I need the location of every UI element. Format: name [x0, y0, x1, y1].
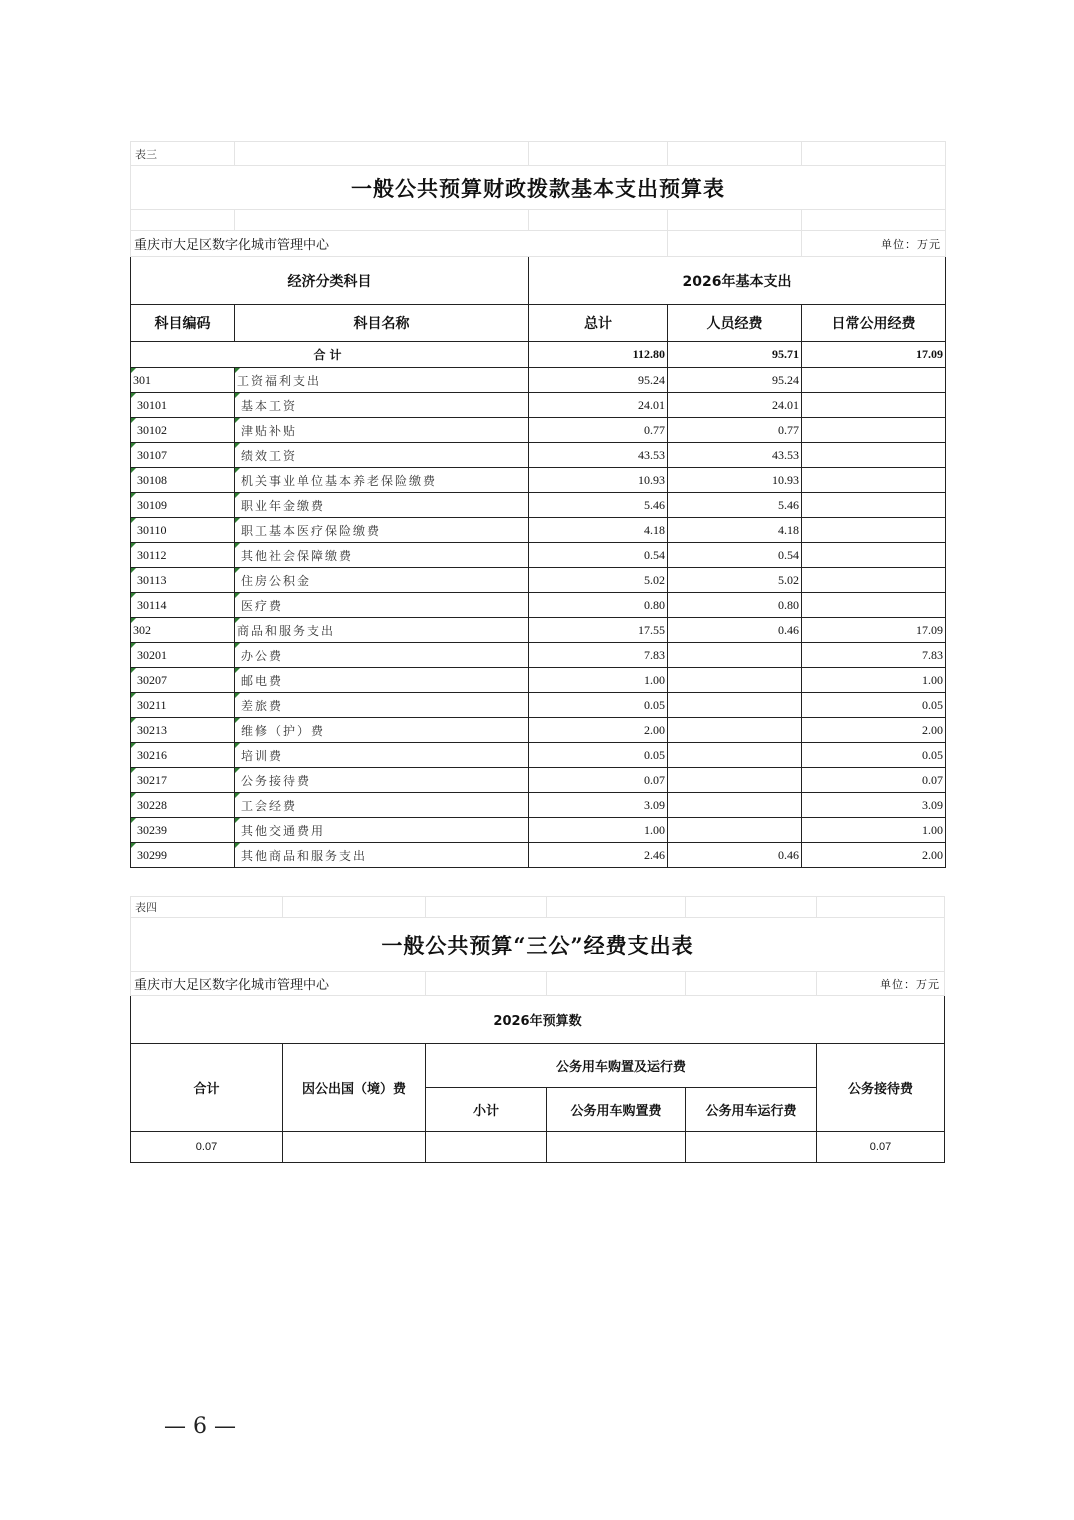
row-name: 绩效工资: [235, 443, 529, 468]
row-personnel: 95.24: [668, 368, 802, 393]
row-daily: [802, 518, 946, 543]
row-personnel: 0.77: [668, 418, 802, 443]
total-personnel: 95.71: [668, 342, 802, 368]
row-code: 30109: [131, 493, 235, 518]
header-total: 总计: [529, 305, 668, 342]
row-daily: 1.00: [802, 668, 946, 693]
row-code: 30213: [131, 718, 235, 743]
row-code: 302: [131, 618, 235, 643]
table-row: [131, 468, 946, 493]
row-daily: [802, 468, 946, 493]
row-daily: [802, 368, 946, 393]
row-code: 30216: [131, 743, 235, 768]
row-personnel: [668, 793, 802, 818]
row-name: 办公费: [235, 643, 529, 668]
row-personnel: [668, 668, 802, 693]
row-name: 基本工资: [235, 393, 529, 418]
row-name: 其他商品和服务支出: [235, 843, 529, 868]
table-row: [131, 393, 946, 418]
row-total: 0.05: [529, 693, 668, 718]
row-name: 差旅费: [235, 693, 529, 718]
page-number: — 6 —: [164, 1414, 236, 1439]
row-daily: 7.83: [802, 643, 946, 668]
table-row: [131, 743, 946, 768]
table3-tag: 表三: [131, 142, 235, 166]
row-total: 2.00: [529, 718, 668, 743]
row-total: 24.01: [529, 393, 668, 418]
header-operation: 公务用车运行费: [686, 1088, 817, 1132]
row-personnel: [668, 818, 802, 843]
table3-unit: 单位：万元: [802, 231, 946, 257]
row-total: 95.24: [529, 368, 668, 393]
table3-title: 一般公共预算财政拨款基本支出预算表: [131, 166, 946, 210]
row-total: 1.00: [529, 668, 668, 693]
row-total: 3.09: [529, 793, 668, 818]
header-econ-category: 经济分类科目: [131, 257, 529, 305]
t4-purchase-value: [547, 1132, 686, 1163]
table-row: [131, 643, 946, 668]
table-row: [131, 843, 946, 868]
table-row: [131, 568, 946, 593]
row-daily: 2.00: [802, 843, 946, 868]
row-personnel: [668, 693, 802, 718]
table-row: [131, 493, 946, 518]
row-code: 30102: [131, 418, 235, 443]
row-code: 30114: [131, 593, 235, 618]
row-total: 0.54: [529, 543, 668, 568]
row-code: 30211: [131, 693, 235, 718]
row-name: 职工基本医疗保险缴费: [235, 518, 529, 543]
row-code: 30207: [131, 668, 235, 693]
row-code: 30299: [131, 843, 235, 868]
row-daily: [802, 443, 946, 468]
table-row: [131, 693, 946, 718]
row-personnel: [668, 768, 802, 793]
row-code: 30110: [131, 518, 235, 543]
row-personnel: [668, 743, 802, 768]
row-total: 17.55: [529, 618, 668, 643]
row-total: 4.18: [529, 518, 668, 543]
table-row: [131, 543, 946, 568]
row-personnel: 4.18: [668, 518, 802, 543]
t4-operation-value: [686, 1132, 817, 1163]
row-personnel: 43.53: [668, 443, 802, 468]
header-code: 科目编码: [131, 305, 235, 342]
row-name: 医疗费: [235, 593, 529, 618]
table-row: [131, 593, 946, 618]
row-daily: 0.07: [802, 768, 946, 793]
t4-total-value: 0.07: [131, 1132, 283, 1163]
row-daily: [802, 593, 946, 618]
t4-subtotal-value: [426, 1132, 547, 1163]
table-row: [131, 443, 946, 468]
row-code: 30107: [131, 443, 235, 468]
table-row: [131, 418, 946, 443]
row-daily: [802, 568, 946, 593]
row-daily: 0.05: [802, 743, 946, 768]
row-name: 其他社会保障缴费: [235, 543, 529, 568]
table3-org: 重庆市大足区数字化城市管理中心: [131, 231, 668, 257]
t4-data-row: [131, 1132, 945, 1163]
table-row: [131, 793, 946, 818]
header-vehicle: 公务用车购置及运行费: [426, 1044, 817, 1088]
total-daily: 17.09: [802, 342, 946, 368]
table-row: [131, 618, 946, 643]
row-code: 30108: [131, 468, 235, 493]
row-daily: 1.00: [802, 818, 946, 843]
row-name: 住房公积金: [235, 568, 529, 593]
row-personnel: 0.80: [668, 593, 802, 618]
header-reception: 公务接待费: [817, 1044, 945, 1132]
row-code: 30217: [131, 768, 235, 793]
row-daily: [802, 393, 946, 418]
row-personnel: 24.01: [668, 393, 802, 418]
row-daily: [802, 493, 946, 518]
row-code: 30239: [131, 818, 235, 843]
row-daily: 0.05: [802, 693, 946, 718]
row-daily: [802, 418, 946, 443]
total-row: [131, 342, 946, 368]
row-code: 30101: [131, 393, 235, 418]
row-name: 工资福利支出: [235, 368, 529, 393]
row-code: 30201: [131, 643, 235, 668]
table-row: [131, 368, 946, 393]
table3: [130, 141, 946, 868]
row-total: 5.02: [529, 568, 668, 593]
row-daily: 3.09: [802, 793, 946, 818]
header-abroad: 因公出国（境）费: [283, 1044, 426, 1132]
row-name: 工会经费: [235, 793, 529, 818]
row-code: 301: [131, 368, 235, 393]
row-name: 培训费: [235, 743, 529, 768]
row-name: 职业年金缴费: [235, 493, 529, 518]
table4-org: 重庆市大足区数字化城市管理中心: [131, 972, 426, 996]
row-personnel: 10.93: [668, 468, 802, 493]
row-name: 邮电费: [235, 668, 529, 693]
table-row: [131, 768, 946, 793]
header-t4-total: 合计: [131, 1044, 283, 1132]
row-total: 10.93: [529, 468, 668, 493]
row-total: 7.83: [529, 643, 668, 668]
header-daily: 日常公用经费: [802, 305, 946, 342]
row-total: 2.46: [529, 843, 668, 868]
row-personnel: 5.02: [668, 568, 802, 593]
row-name: 商品和服务支出: [235, 618, 529, 643]
row-total: 0.07: [529, 768, 668, 793]
table-row: [131, 518, 946, 543]
row-code: 30113: [131, 568, 235, 593]
row-personnel: 0.54: [668, 543, 802, 568]
row-total: 0.77: [529, 418, 668, 443]
row-personnel: 0.46: [668, 618, 802, 643]
table4-tag: 表四: [131, 897, 283, 918]
table-row: [131, 818, 946, 843]
t4-abroad-value: [283, 1132, 426, 1163]
row-total: 0.80: [529, 593, 668, 618]
row-code: 30228: [131, 793, 235, 818]
total-value: 112.80: [529, 342, 668, 368]
row-name: 其他交通费用: [235, 818, 529, 843]
row-personnel: 5.46: [668, 493, 802, 518]
row-name: 维修（护）费: [235, 718, 529, 743]
header-personnel: 人员经费: [668, 305, 802, 342]
total-label: 合计: [131, 342, 529, 368]
row-personnel: [668, 643, 802, 668]
row-total: 5.46: [529, 493, 668, 518]
table-row: [131, 718, 946, 743]
row-daily: 17.09: [802, 618, 946, 643]
row-name: 公务接待费: [235, 768, 529, 793]
row-name: 机关事业单位基本养老保险缴费: [235, 468, 529, 493]
row-daily: 2.00: [802, 718, 946, 743]
header-2026-budget: 2026年预算数: [131, 996, 945, 1044]
row-code: 30112: [131, 543, 235, 568]
header-subtotal: 小计: [426, 1088, 547, 1132]
row-total: 1.00: [529, 818, 668, 843]
row-daily: [802, 543, 946, 568]
t4-reception-value: 0.07: [817, 1132, 945, 1163]
row-personnel: [668, 718, 802, 743]
row-name: 津贴补贴: [235, 418, 529, 443]
table4-title: 一般公共预算“三公”经费支出表: [131, 918, 945, 972]
row-personnel: 0.46: [668, 843, 802, 868]
row-total: 0.05: [529, 743, 668, 768]
row-total: 43.53: [529, 443, 668, 468]
header-purchase: 公务用车购置费: [547, 1088, 686, 1132]
table4-unit: 单位：万元: [817, 972, 945, 996]
header-name: 科目名称: [235, 305, 529, 342]
table-row: [131, 668, 946, 693]
header-2026-basic: 2026年基本支出: [529, 257, 946, 305]
table4: [130, 896, 945, 1163]
